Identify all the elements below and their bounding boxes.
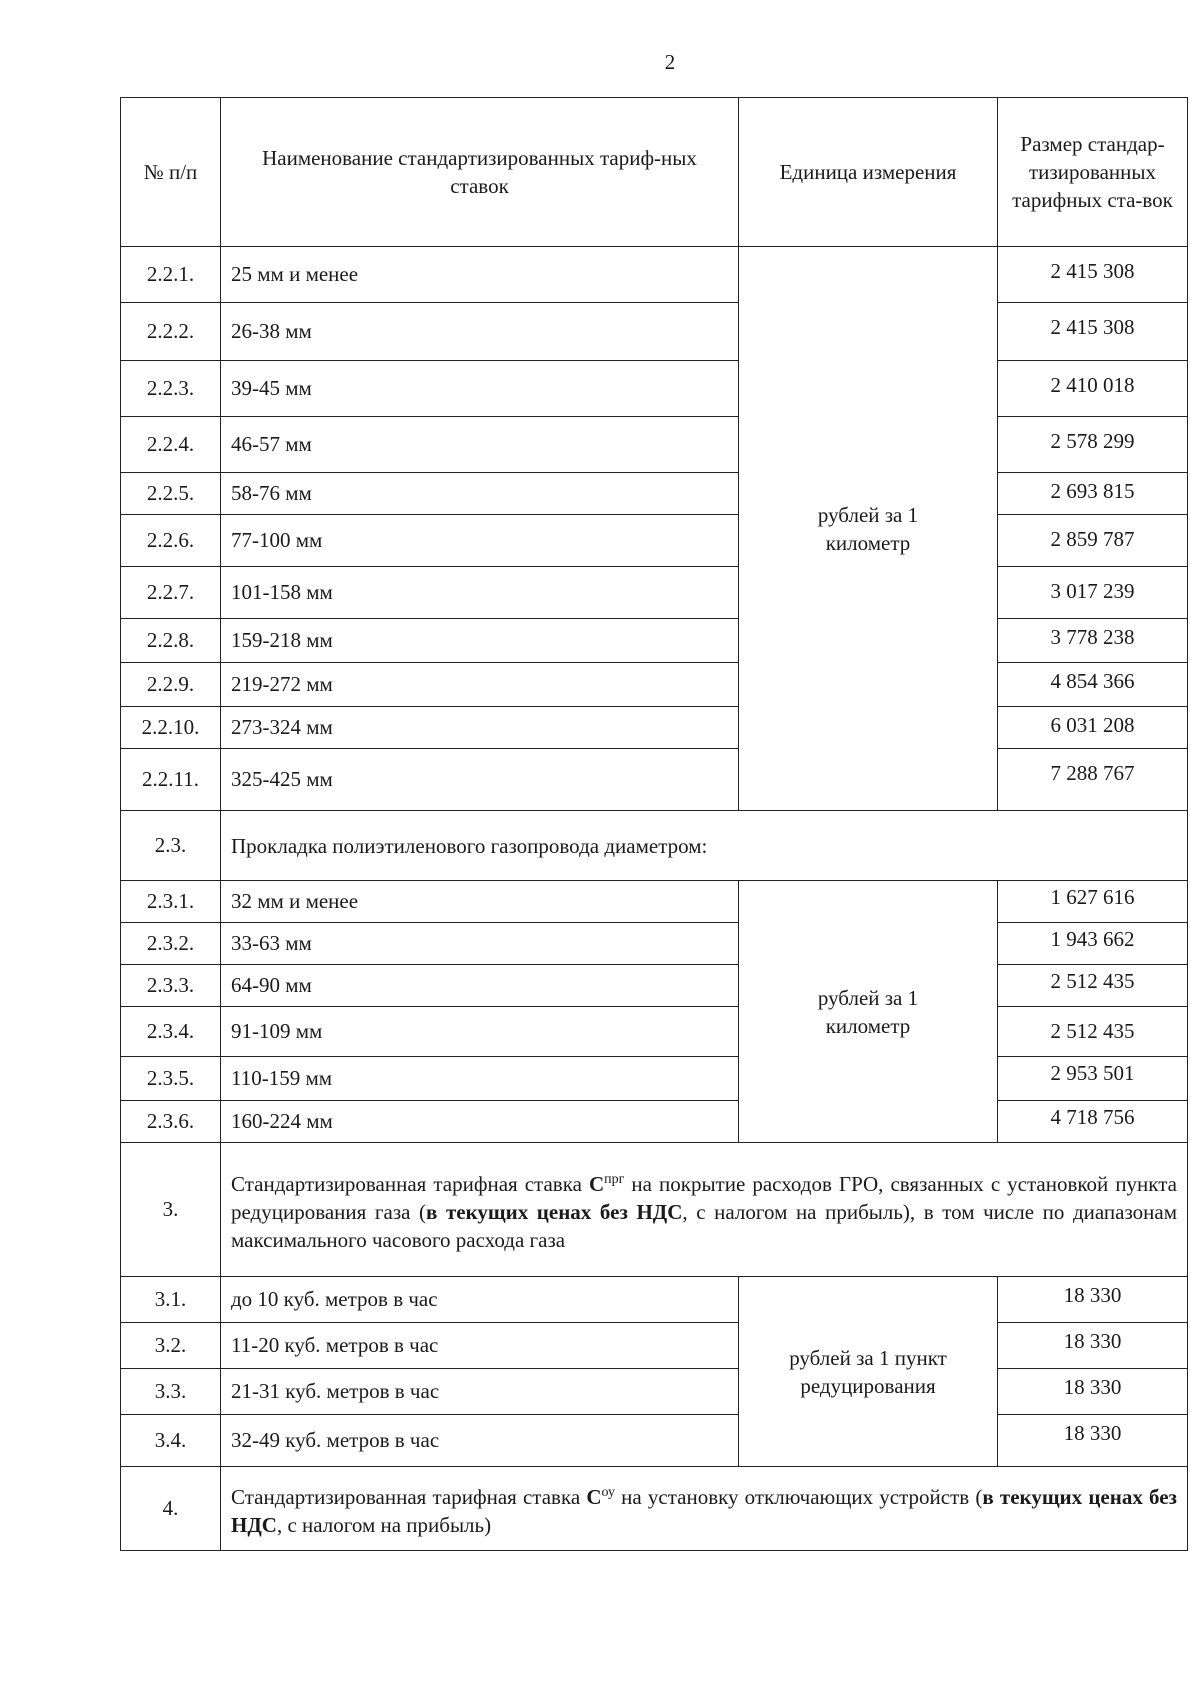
rate-symbol: С <box>586 1484 602 1509</box>
rate-symbol-superscript: прг <box>604 1171 625 1187</box>
row-number: 2.2.1. <box>121 247 221 303</box>
table-row <box>121 1057 1188 1101</box>
row-number: 2.3.6. <box>121 1101 221 1143</box>
table-row <box>121 1101 1188 1143</box>
row-name: 21-31 куб. метров в час <box>221 1369 739 1415</box>
header-rate-name: Наименование стандартизированных тариф-ных ставок <box>221 98 739 247</box>
row-name: 160-224 мм <box>221 1101 739 1143</box>
page-number: 2 <box>664 50 676 74</box>
row-name: 32 мм и менее <box>221 881 739 923</box>
row-value: 4 854 366 <box>998 663 1188 707</box>
section-text: Стандартизированная тарифная ставка <box>231 1171 589 1196</box>
section-title <box>221 1467 1188 1551</box>
row-value: 3 778 238 <box>998 619 1188 663</box>
row-number: 2.2.6. <box>121 515 221 567</box>
row-number: 2.2.11. <box>121 749 221 811</box>
table-row <box>121 361 1188 417</box>
rate-symbol: С <box>588 1171 605 1196</box>
row-number: 2.2.10. <box>121 707 221 749</box>
row-name: 11-20 куб. метров в час <box>221 1323 739 1369</box>
section-number: 2.3. <box>121 811 221 881</box>
table-header-row <box>121 98 1188 247</box>
table-row <box>121 567 1188 619</box>
section-title: Прокладка полиэтиленового газопровода диаметром: <box>221 811 1188 881</box>
row-name: 101-158 мм <box>221 567 739 619</box>
table-row <box>121 965 1188 1007</box>
tariff-rates-table <box>120 97 1188 1551</box>
row-value: 18 330 <box>998 1369 1188 1415</box>
row-name: 77-100 мм <box>221 515 739 567</box>
row-number: 3.3. <box>121 1369 221 1415</box>
row-number: 3.2. <box>121 1323 221 1369</box>
section-bold-text: в текущих ценах без НДС <box>426 1199 683 1224</box>
row-number: 3.1. <box>121 1277 221 1323</box>
table-row <box>121 1007 1188 1057</box>
rate-symbol-superscript: оу <box>601 1484 615 1500</box>
row-number: 2.2.5. <box>121 473 221 515</box>
row-name: 273-324 мм <box>221 707 739 749</box>
row-name: 91-109 мм <box>221 1007 739 1057</box>
section-row <box>121 811 1188 881</box>
row-value: 2 859 787 <box>998 515 1188 567</box>
table-row <box>121 303 1188 361</box>
row-value: 2 953 501 <box>998 1057 1188 1101</box>
row-name: 46-57 мм <box>221 417 739 473</box>
row-value: 2 512 435 <box>998 1007 1188 1057</box>
section-bold-text: в текущих ценах без НДС <box>231 1484 1177 1537</box>
table-row <box>121 247 1188 303</box>
row-name: до 10 куб. метров в час <box>221 1277 739 1323</box>
section-title <box>221 1143 1188 1277</box>
row-value: 18 330 <box>998 1277 1188 1323</box>
row-value: 2 512 435 <box>998 965 1188 1007</box>
section-text: на установку отключающих устройств ( <box>614 1484 983 1509</box>
row-value: 4 718 756 <box>998 1101 1188 1143</box>
section-number: 3. <box>121 1143 221 1277</box>
header-rate-size: Размер стандар-тизированных тарифных ста-вок <box>998 98 1188 247</box>
row-name: 26-38 мм <box>221 303 739 361</box>
row-name: 32-49 куб. метров в час <box>221 1415 739 1467</box>
section-text: , с налогом на прибыль), в том числе по диапазонам максимального часового расхода газа <box>231 1199 1177 1252</box>
table-row <box>121 881 1188 923</box>
row-value: 6 031 208 <box>998 707 1188 749</box>
row-name: 110-159 мм <box>221 1057 739 1101</box>
unit-cell <box>739 1277 998 1467</box>
section-text: Стандартизированная тарифная ставка <box>231 1484 587 1509</box>
table-row <box>121 473 1188 515</box>
row-value: 3 017 239 <box>998 567 1188 619</box>
table-row <box>121 1415 1188 1467</box>
table-row <box>121 515 1188 567</box>
unit-text: рублей за 1 километр <box>817 502 919 555</box>
row-value: 1 943 662 <box>998 923 1188 965</box>
row-value: 1 627 616 <box>998 881 1188 923</box>
row-number: 2.3.1. <box>121 881 221 923</box>
row-value: 18 330 <box>998 1323 1188 1369</box>
row-value: 2 578 299 <box>998 417 1188 473</box>
row-number: 2.2.3. <box>121 361 221 417</box>
row-number: 2.3.5. <box>121 1057 221 1101</box>
row-name: 64-90 мм <box>221 965 739 1007</box>
unit-text: рублей за 1 километр <box>817 985 919 1038</box>
row-number: 2.2.9. <box>121 663 221 707</box>
table-row <box>121 1277 1188 1323</box>
section-row <box>121 1467 1188 1551</box>
row-name: 58-76 мм <box>221 473 739 515</box>
table-row <box>121 923 1188 965</box>
unit-cell <box>739 881 998 1143</box>
row-value: 2 693 815 <box>998 473 1188 515</box>
row-name: 325-425 мм <box>221 749 739 811</box>
section-text: на покрытие расходов ГРО, связанных с установкой пункта редуцирования газа ( <box>231 1171 1177 1224</box>
row-number: 2.2.2. <box>121 303 221 361</box>
row-name: 159-218 мм <box>221 619 739 663</box>
row-number: 2.3.2. <box>121 923 221 965</box>
section-text: , с налогом на прибыль) <box>276 1512 492 1537</box>
row-value: 2 415 308 <box>998 303 1188 361</box>
header-number: № п/п <box>121 98 221 247</box>
table-row <box>121 1369 1188 1415</box>
row-number: 2.2.7. <box>121 567 221 619</box>
table-row <box>121 619 1188 663</box>
table-row <box>121 663 1188 707</box>
row-number: 3.4. <box>121 1415 221 1467</box>
unit-text: рублей за 1 пункт редуцирования <box>789 1345 947 1398</box>
unit-cell <box>739 247 998 811</box>
row-number: 2.2.4. <box>121 417 221 473</box>
row-number: 2.2.8. <box>121 619 221 663</box>
table-row <box>121 707 1188 749</box>
row-name: 25 мм и менее <box>221 247 739 303</box>
row-number: 2.3.3. <box>121 965 221 1007</box>
row-name: 39-45 мм <box>221 361 739 417</box>
section-row <box>121 1143 1188 1277</box>
section-number: 4. <box>121 1467 221 1551</box>
row-value: 7 288 767 <box>998 749 1188 811</box>
table-row <box>121 1323 1188 1369</box>
row-value: 18 330 <box>998 1415 1188 1467</box>
row-name: 33-63 мм <box>221 923 739 965</box>
table-row <box>121 417 1188 473</box>
row-value: 2 415 308 <box>998 247 1188 303</box>
row-number: 2.3.4. <box>121 1007 221 1057</box>
row-value: 2 410 018 <box>998 361 1188 417</box>
table-row <box>121 749 1188 811</box>
row-name: 219-272 мм <box>221 663 739 707</box>
header-unit: Единица измерения <box>739 98 998 247</box>
